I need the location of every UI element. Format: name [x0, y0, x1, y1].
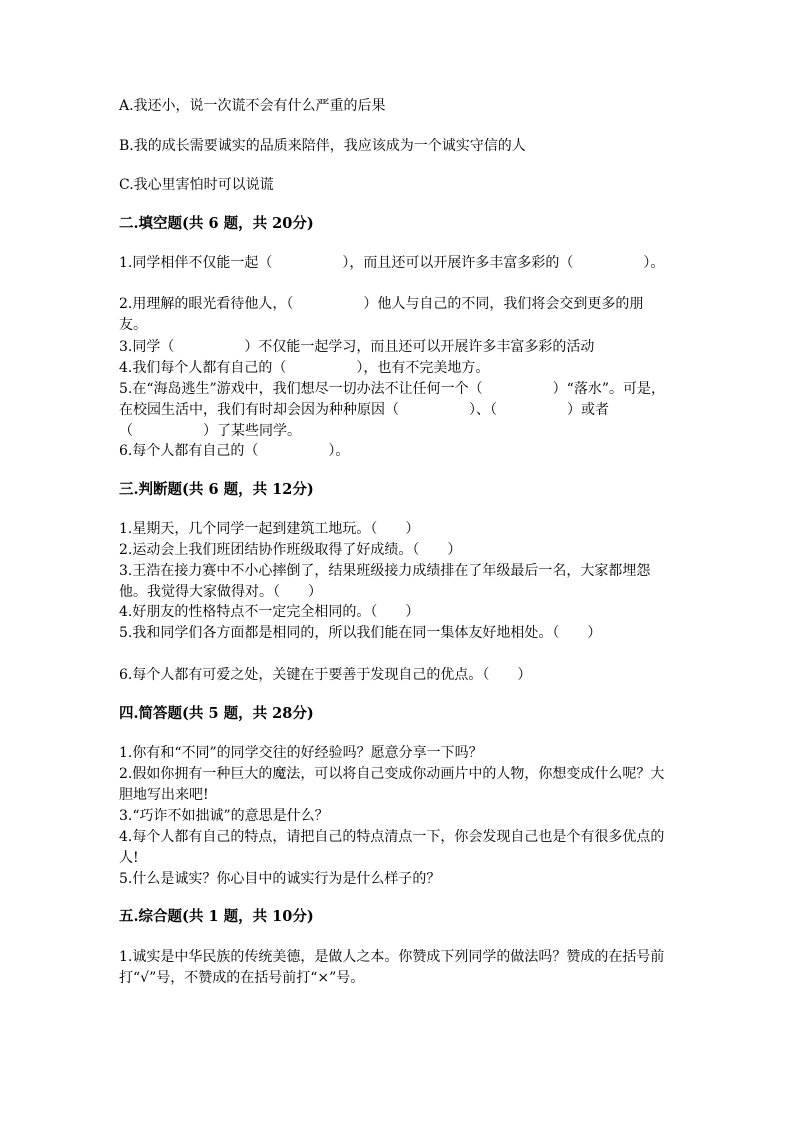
- fill-question-5: 5.在“海岛逃生”游戏中，我们想尽一切办法不让任何一个（ ）“落水”。可是，在校园生活中，我们有时却会因为种种原因（ ）、（ ）或者（ ）了某些同学。: [119, 381, 665, 439]
- comp-section-title: 五.综合题(共 1 题，共 10分): [119, 908, 314, 925]
- judge-question-4: 4.好朋友的性格特点不一定完全相同的。（ ）: [119, 604, 420, 620]
- option-c: C.我心里害怕时可以说谎: [119, 177, 274, 193]
- judge-section-title: 三.判断题(共 6 题，共 12分): [119, 481, 314, 498]
- short-question-2: 2.假如你拥有一种巨大的魔法，可以将自己变成你动画片中的人物，你想变成什么呢？大胆地写出来吧!: [119, 766, 665, 803]
- short-question-5: 5.什么是诚实？你心目中的诚实行为是什么样子的？: [119, 871, 441, 887]
- fill-question-3: 3.同学（ ）不仅能一起学习，而且还可以开展许多丰富多彩的活动: [119, 339, 595, 355]
- option-a: A.我还小，说一次谎不会有什么严重的后果: [119, 98, 386, 114]
- fill-section-title: 二.填空题(共 6 题，共 20分): [119, 215, 314, 232]
- judge-question-2: 2.运动会上我们班团结协作班级取得了好成绩。（ ）: [119, 542, 462, 558]
- short-question-4: 4.每个人都有自己的特点，请把自己的特点清点一下，你会发现自己也是个有很多优点的人!: [119, 829, 665, 866]
- fill-question-6: 6.每个人都有自己的（ ）。: [119, 443, 350, 459]
- judge-question-3: 3.王浩在接力赛中不小心摔倒了，结果班级接力成绩排在了年级最后一名，大家都埋怨他。我觉得大家做得对。（ ）: [119, 563, 651, 600]
- judge-question-1: 1.星期天，几个同学一起到建筑工地玩。（ ）: [119, 521, 420, 537]
- judge-question-6: 6.每个人都有可爱之处，关键在于要善于发现自己的优点。（ ）: [119, 667, 532, 683]
- fill-question-2: 2.用理解的眼光看待他人，（ ）他人与自己的不同，我们将会交到更多的朋友。: [119, 296, 644, 333]
- fill-question-4: 4.我们每个人都有自己的（ ），也有不完美地方。: [119, 360, 490, 376]
- short-question-1: 1.你有和“不同”的同学交往的好经验吗？愿意分享一下吗？: [119, 745, 483, 761]
- judge-question-5: 5.我和同学们各方面都是相同的，所以我们能在同一集体友好地相处。（ ）: [119, 625, 602, 641]
- comp-question-1: 1.诚实是中华民族的传统美德，是做人之本。你赞成下列同学的做法吗？赞成的在括号前打“√”号，不赞成的在括号前打“×”号。: [119, 949, 665, 986]
- option-b: B.我的成长需要诚实的品质来陪伴，我应该成为一个诚实守信的人: [119, 138, 526, 154]
- short-question-3: 3.“巧诈不如拙诚”的意思是什么？: [119, 808, 329, 824]
- fill-question-1: 1.同学相伴不仅能一起（ ），而且还可以开展许多丰富多彩的（ ）。: [119, 255, 665, 271]
- short-section-title: 四.简答题(共 5 题，共 28分): [119, 705, 314, 722]
